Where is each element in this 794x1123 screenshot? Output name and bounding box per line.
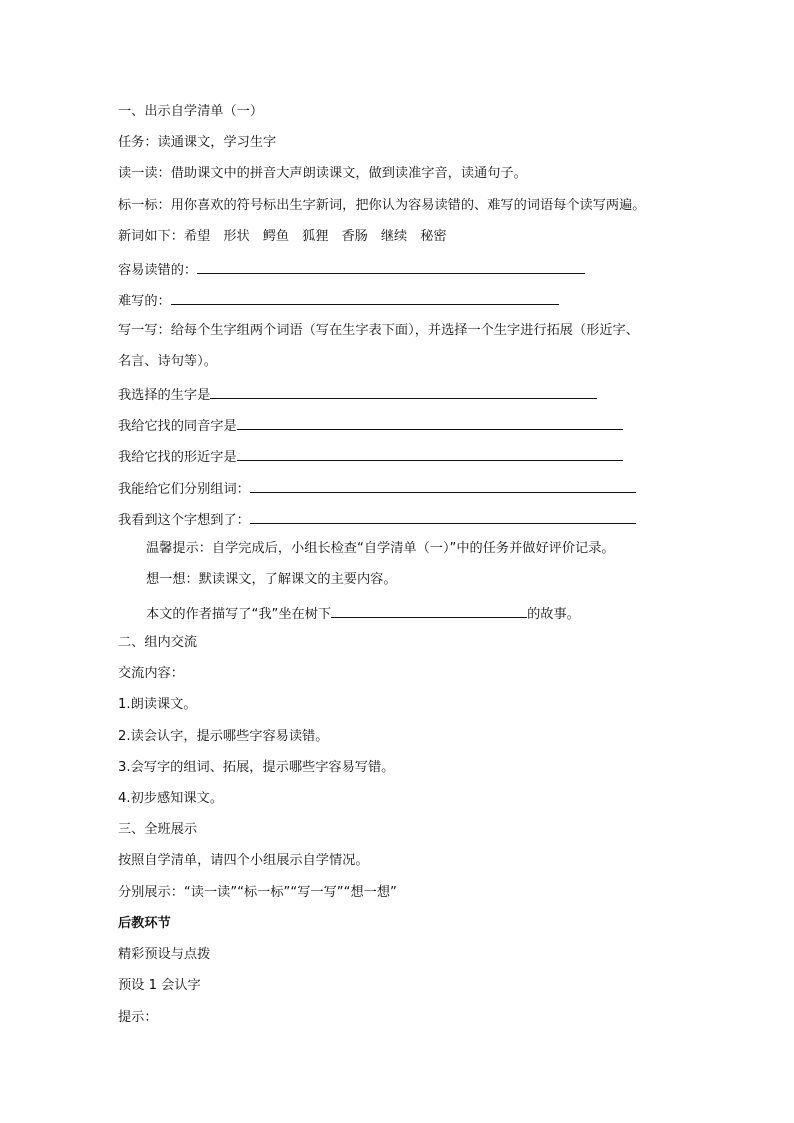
easy-wrong-label: 容易读错的： [118,263,198,278]
new-word: 希望 [183,229,211,244]
list-item: 3.会写字的组词、拓展，提示哪些字容易写错。 [118,760,395,775]
story-line [146,601,580,623]
new-words-line [118,226,447,248]
hard-write-blank[interactable] [171,288,559,305]
mark-line: 标一标：用你喜欢的符号标出生字新词，把你认为容易读错的、难写的词语每个读写两遍。 [118,198,646,213]
new-word: 形状 [223,229,250,244]
after-sub: 精彩预设与点拨 [118,947,211,962]
new-words-label: 新词如下： [118,229,184,244]
list-item: 2.读会认字，提示哪些字容易读错。 [118,729,329,744]
task-line: 任务：读通课文，学习生字 [118,135,277,150]
homophone-line [118,413,623,435]
think-of-label: 我看到这个字想到了： [118,513,250,528]
compose-line [118,476,636,498]
think-of-line [118,507,636,529]
homophone-blank[interactable] [237,413,623,430]
write-line-2: 名言、诗句等）。 [118,354,217,369]
similar-blank[interactable] [237,444,623,461]
chosen-char-label: 我选择的生字是 [118,388,211,403]
homophone-label: 我给它找的同音字是 [118,419,237,434]
new-word: 继续 [380,229,408,244]
similar-label: 我给它找的形近字是 [118,450,237,465]
new-words-list [184,229,447,244]
hard-write-line [118,288,559,310]
compose-label: 我能给它们分别组词： [118,482,250,497]
chosen-char-blank[interactable] [210,382,597,399]
new-word: 秘密 [420,229,447,244]
new-word: 鳄鱼 [262,229,290,244]
think-of-blank[interactable] [250,507,636,524]
story-blank[interactable] [331,601,527,618]
section3-display: 分别展示：“读一读”“标一标”“写一写”“想一想” [118,885,397,900]
similar-line [118,444,623,466]
new-word: 狐狸 [302,229,329,244]
after-hint: 提示： [118,1010,158,1025]
after-preset: 预设 1 会认字 [118,978,201,993]
story-suffix: 的故事。 [527,607,580,622]
section3-instruction: 按照自学清单，请四个小组展示自学情况。 [118,853,369,868]
section1-heading: 一、出示自学清单（一） [118,104,264,119]
tip-line: 温馨提示：自学完成后，小组长检查“自学清单（一）”中的任务并做好评价记录。 [146,541,615,556]
hard-write-label: 难写的： [118,294,171,309]
write-line-1: 写一写：给每个生字组两个词语（写在生字表下面），并选择一个生字进行拓展（形近字、 [118,323,639,338]
chosen-char-line [118,382,597,404]
new-word: 香肠 [341,229,368,244]
list-item: 1.朗读课文。 [118,697,197,712]
easy-wrong-line [118,257,585,279]
story-prefix: 本文的作者描写了“我”坐在树下 [146,607,332,622]
after-heading: 后教环节 [118,916,171,931]
list-item: 4.初步感知课文。 [118,791,223,806]
easy-wrong-blank[interactable] [197,257,585,274]
read-line: 读一读：借助课文中的拼音大声朗读课文，做到读准字音，读通句子。 [118,166,527,181]
section3-heading: 三、全班展示 [118,822,198,837]
compose-blank[interactable] [250,476,636,493]
think-line: 想一想：默读课文，了解课文的主要内容。 [146,572,397,587]
section2-heading: 二、组内交流 [118,635,198,650]
content-label: 交流内容： [118,666,184,681]
